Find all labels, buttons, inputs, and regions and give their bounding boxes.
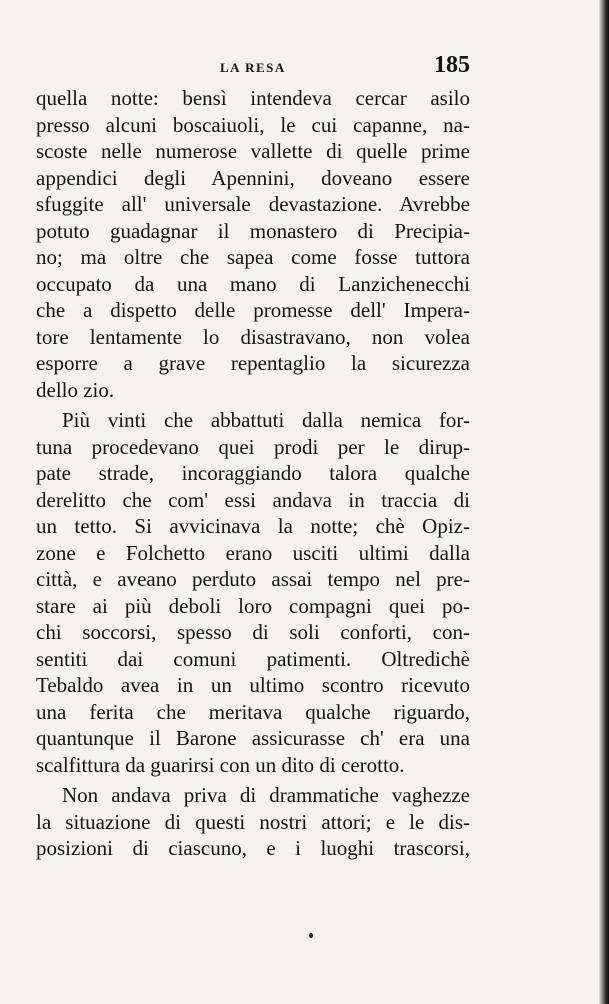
text-line: no; ma oltre che sapea come fosse tuttora	[36, 245, 470, 269]
text-line: posizioni di ciascuno, e i luoghi trascorsi,	[36, 836, 470, 860]
text-line: chi soccorsi, spesso di soli conforti, con-	[36, 620, 470, 644]
page-number: 185	[434, 52, 470, 78]
text-line: esporre a grave repentaglio la sicurezza	[36, 351, 470, 375]
text-line: presso alcuni boscaiuoli, le cui capanne, na-	[36, 112, 470, 137]
text-line: zone e Folchetto erano usciti ultimi dalla	[36, 540, 470, 565]
text-line: stare ai più deboli loro compagni quei po-	[36, 593, 470, 618]
text-line: Più vinti che abbattuti dalla nemica for-	[62, 408, 470, 432]
text-line: pate strade, incoraggiando talora qualche	[36, 461, 470, 485]
text-line: potuto guadagnar il monastero di Precipia-	[36, 218, 470, 243]
text-line: città, e aveano perduto assai tempo nel pre-	[36, 567, 470, 591]
ink-speck	[309, 933, 313, 938]
page-edge	[599, 0, 609, 1004]
page-header	[36, 52, 470, 82]
text-line: occupato da una mano di Lanzichenecchi	[36, 271, 470, 296]
text-line: scoste nelle numerose vallette di quelle prime	[36, 139, 470, 163]
text-line: una ferita che meritava qualche riguardo,	[36, 699, 470, 724]
text-line: tore lentamente lo disastravano, non volea	[36, 324, 470, 349]
text-line: Non andava priva di drammatiche vaghezze	[62, 783, 470, 807]
text-line: scalfittura da guarirsi con un dito di cerotto.	[36, 752, 405, 777]
text-line: dello zio.	[36, 377, 115, 402]
text-line: sentiti dai comuni patimenti. Oltredichè	[36, 646, 470, 671]
running-title: LA RESA	[220, 60, 286, 75]
text-line: un tetto. Si avvicinava la notte; chè Opiz-	[36, 514, 470, 538]
body-text	[36, 85, 470, 862]
text-line: sfuggite all' universale devastazione. Avrebbe	[36, 192, 470, 216]
text-line: che a dispetto delle promesse dell' Impera-	[36, 298, 470, 322]
text-line: tuna procedevano quei prodi per le dirup-	[36, 434, 470, 459]
text-line: Tebaldo avea in un ultimo scontro ricevuto	[36, 673, 470, 697]
text-line: la situazione di questi nostri attori; e le dis-	[36, 809, 470, 834]
text-line: quella notte: bensì intendeva cercar asilo	[36, 86, 470, 110]
text-line: appendici degli Apennini, doveano essere	[36, 165, 470, 190]
text-line: derelitto che com' essi andava in traccia di	[36, 487, 470, 512]
text-line: quantunque il Barone assicurasse ch' era una	[36, 726, 470, 750]
